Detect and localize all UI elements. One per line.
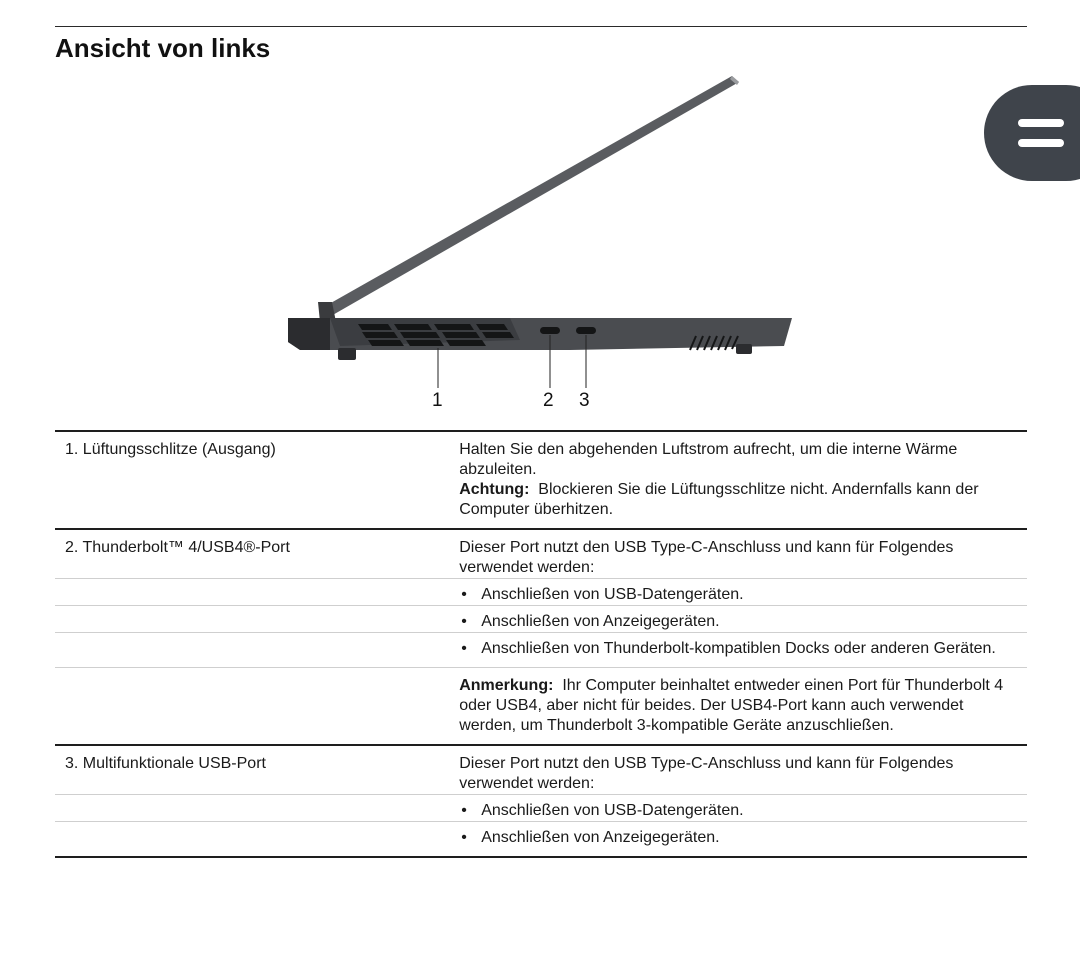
port-name: 3. Multifunktionale USB-Port: [65, 755, 266, 772]
table-row: [55, 431, 1027, 529]
callout-1: 1: [432, 390, 443, 411]
port-name: 2. Thunderbolt™ 4/USB4®-Port: [65, 539, 290, 556]
menu-button[interactable]: [984, 85, 1080, 181]
laptop-lid: [322, 76, 739, 316]
table-row: [55, 745, 1027, 795]
laptop-foot-front: [338, 348, 356, 360]
table-row: [55, 822, 1027, 858]
description-text: Halten Sie den abgehenden Luftstrom aufrecht, um die interne Wärme abzuleiten.: [459, 441, 958, 478]
laptop-left-side-illustration: [270, 70, 810, 415]
table-row: [55, 633, 1027, 668]
port-name: 1. Lüftungsschlitze (Ausgang): [65, 441, 276, 458]
usb-c-port: [576, 327, 596, 334]
thunderbolt-port: [540, 327, 560, 334]
warning-label: Achtung:: [459, 481, 530, 498]
description-text: Dieser Port nutzt den USB Type-C-Anschluss und kann für Folgendes verwendet werden:: [459, 755, 954, 792]
warning-text: Achtung: Blockieren Sie die Lüftungsschlitze nicht. Andernfalls kann der Computer überhitzen.: [459, 481, 979, 518]
table-row: [55, 606, 1027, 633]
callout-2: 2: [543, 390, 554, 411]
table-row: [55, 529, 1027, 579]
list-item: • Anschließen von Anzeigegeräten.: [459, 612, 1023, 632]
note-text: Anmerkung: Ihr Computer beinhaltet entweder einen Port für Thunderbolt 4 oder USB4, aber nicht für beides. Der USB4-Port kann auch verwendet werden, um Thunderbolt 3-kompatible Geräte anzuschließen.: [459, 677, 1004, 734]
list-item: • Anschließen von USB-Datengeräten.: [459, 585, 1023, 605]
top-divider: [55, 26, 1027, 27]
callout-3: 3: [579, 390, 590, 411]
description-text: Dieser Port nutzt den USB Type-C-Anschluss und kann für Folgendes verwendet werden:: [459, 539, 954, 576]
list-item: • Anschließen von USB-Datengeräten.: [459, 801, 1023, 821]
list-item: • Anschließen von Thunderbolt-kompatiblen Docks oder anderen Geräten.: [459, 639, 1023, 659]
page-title: Ansicht von links: [55, 33, 271, 63]
list-item: • Anschließen von Anzeigegeräten.: [459, 828, 1023, 848]
port-description-table: [55, 430, 1027, 858]
port-description: [449, 529, 1027, 579]
port-description: [449, 431, 1027, 529]
table-row: [55, 668, 1027, 746]
note-label: Anmerkung:: [459, 677, 554, 694]
table-row: [55, 579, 1027, 606]
port-description: [449, 745, 1027, 795]
laptop-foot-rear: [736, 344, 752, 354]
table-row: [55, 795, 1027, 822]
